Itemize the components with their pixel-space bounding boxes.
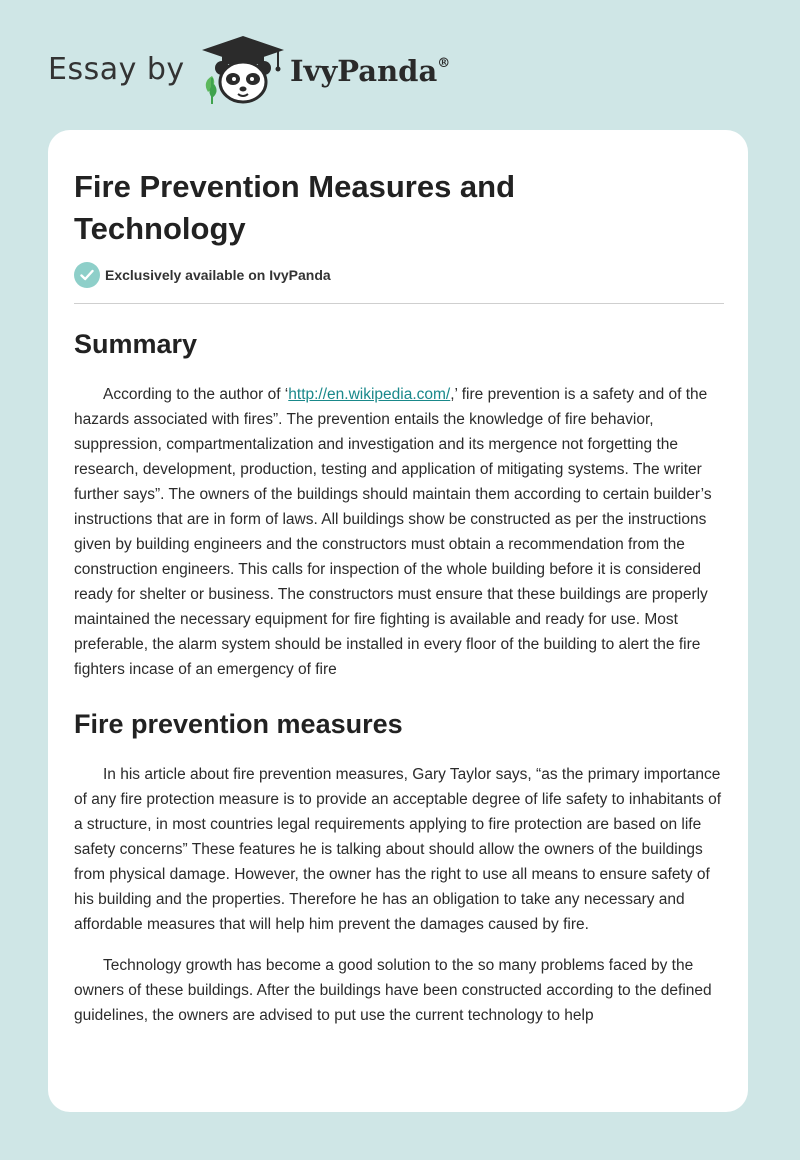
paragraph [74, 382, 724, 682]
paragraph-text: ,’ fire prevention is a safety and of the hazards associated with fires”. The prevention entails the knowledge of fire behavior, suppression, compartmentalization and investigation and its mergence not forgetting the research, development, production, testing and application of mitigating systems. The writer further says”. The owners of the buildings should maintain them according to certain builder’s instructions that are in form of laws. All buildings show be constructed as per the instructions given by building engineers and the constructors must obtain a recommendation from the construction engineers. This calls for inspection of the whole building before it is considered ready for shelter or business. The constructors must ensure that these buildings are properly maintained the necessary equipment for fire fighting is available and ready for use. Most preferable, the alarm system should be installed in every floor of the building to alert the fire fighters incase of an emergency of fire [74, 386, 712, 678]
page-title: Fire Prevention Measures and Technology [74, 169, 516, 246]
essay-card [48, 130, 748, 1112]
site-header [48, 30, 748, 110]
exclusive-label: Exclusively available on IvyPanda [105, 267, 331, 283]
brand-prefix: Essay by [48, 52, 185, 87]
section-heading-summary: Summary [74, 329, 198, 359]
essay-body [74, 326, 724, 1044]
section-heading-fire-prevention-measures: Fire prevention measures [74, 709, 403, 739]
divider [74, 303, 724, 304]
brand-name-text: IvyPanda [290, 54, 438, 88]
paragraph-text: According to the author of ‘ [103, 386, 289, 403]
paragraph: In his article about fire prevention measures, Gary Taylor says, “as the primary importance of any fire protection measure is to provide an acceptable degree of life safety to inhabitants of a structure, in most countries legal requirements applying to fire protection are based on life safety concerns” These features he is talking about should allow the owners of the buildings from physical damage. However, the owner has the right to use all means to ensure safety of his building and the properties. Therefore he has an obligation to take any necessary and affordable measures that will help him prevent the damages caused by fire. [74, 766, 722, 933]
check-circle-icon [74, 262, 100, 288]
source-link[interactable]: http://en.wikipedia.com/ [288, 386, 451, 403]
paragraph: Technology growth has become a good solution to the so many problems faced by the owners of these buildings. After the buildings have been constructed according to the defined guidelines, the owners are advised to put use the current technology to help [74, 957, 712, 1024]
registered-mark: ® [437, 56, 451, 71]
panda-graduate-logo-icon[interactable] [200, 34, 286, 111]
brand-name[interactable] [290, 54, 450, 88]
